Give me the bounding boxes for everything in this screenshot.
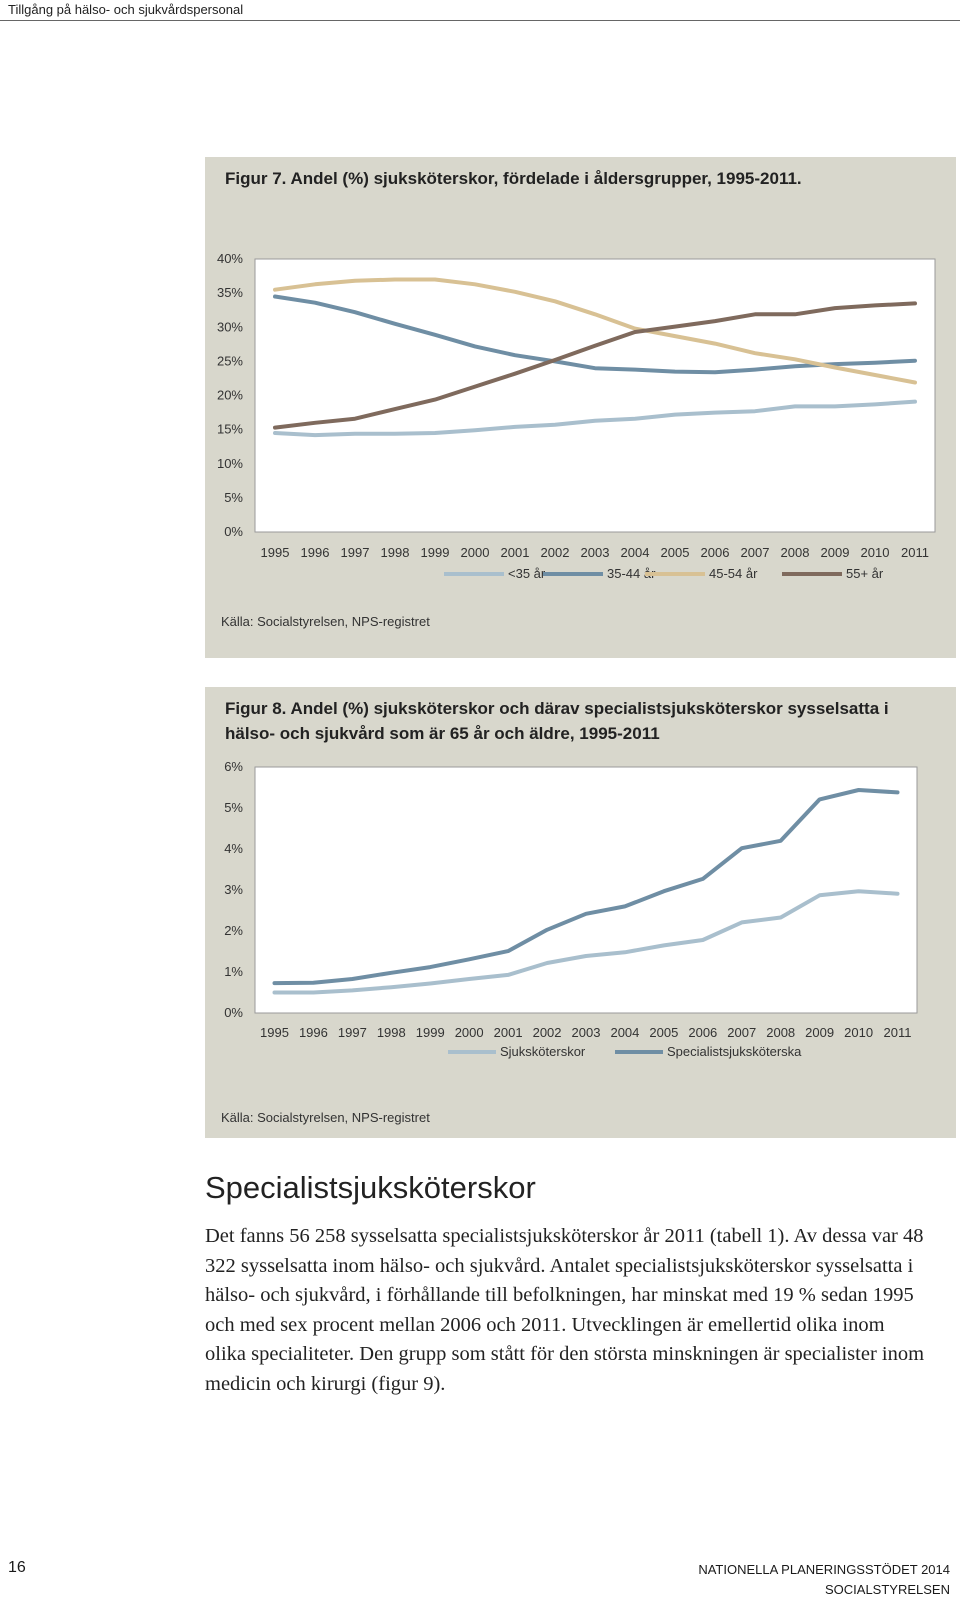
x-tick-label: 2000 xyxy=(460,545,490,560)
x-tick-label: 2000 xyxy=(454,1025,484,1040)
plot-area xyxy=(255,259,935,532)
legend-label: 35-44 år xyxy=(607,566,656,581)
header-rule xyxy=(0,20,960,21)
x-tick-label: 2006 xyxy=(688,1025,718,1040)
x-tick-label: 1998 xyxy=(380,545,410,560)
x-tick-label: 2007 xyxy=(740,545,770,560)
x-tick-label: 2001 xyxy=(500,545,530,560)
x-tick-label: 1996 xyxy=(298,1025,328,1040)
x-tick-label: 2011 xyxy=(901,545,929,560)
x-tick-label: 1997 xyxy=(340,545,370,560)
x-tick-label: 2004 xyxy=(610,1025,640,1040)
footer-publication-info xyxy=(698,1560,950,1600)
x-tick-label: 2001 xyxy=(493,1025,523,1040)
running-header: Tillgång på hälso- och sjukvårdspersonal xyxy=(8,2,244,17)
y-tick-label: 35% xyxy=(216,285,243,301)
x-tick-label: 2010 xyxy=(844,1025,874,1040)
x-tick-label: 1998 xyxy=(376,1025,406,1040)
x-tick-label: 1995 xyxy=(260,545,290,560)
page-number: 16 xyxy=(8,1559,26,1576)
x-tick-label: 2011 xyxy=(883,1025,912,1040)
figure-8-panel xyxy=(205,687,956,1138)
legend-label: <35 år xyxy=(508,566,546,581)
legend-label: 45-54 år xyxy=(709,566,758,581)
x-tick-label: 1995 xyxy=(260,1025,289,1040)
legend-label: Specialistsjuksköterska xyxy=(667,1044,802,1059)
y-tick-label: 30% xyxy=(216,319,243,335)
y-tick-label: 3% xyxy=(224,882,243,897)
y-tick-label: 5% xyxy=(224,800,243,815)
x-tick-label: 2007 xyxy=(727,1025,757,1040)
x-tick-label: 2010 xyxy=(860,545,890,560)
y-tick-label: 0% xyxy=(224,524,243,539)
x-tick-label: 2002 xyxy=(540,545,570,560)
y-tick-label: 6% xyxy=(224,759,243,774)
figure-8-source: Källa: Socialstyrelsen, NPS-registret xyxy=(221,1110,430,1125)
figure-8-title: Figur 8. Andel (%) sjuksköterskor och därav specialistsjuksköterskor sysselsatta i hälso- och sjukvård som är 65 år och äldre, 1995-2011 xyxy=(225,699,889,743)
x-tick-label: 2004 xyxy=(620,545,650,560)
x-tick-label: 2005 xyxy=(649,1025,679,1040)
legend-label: Sjuksköterskor xyxy=(500,1044,586,1059)
figure-7-panel xyxy=(205,157,956,658)
y-tick-label: 1% xyxy=(224,964,243,979)
y-tick-label: 2% xyxy=(224,923,243,938)
figure-7-line-chart xyxy=(205,157,956,607)
footer-publisher: SOCIALSTYRELSEN xyxy=(825,1582,950,1597)
x-tick-label: 1997 xyxy=(337,1025,367,1040)
y-tick-label: 25% xyxy=(216,353,243,369)
x-tick-label: 2002 xyxy=(532,1025,562,1040)
footer-publication: NATIONELLA PLANERINGSSTÖDET 2014 xyxy=(698,1562,950,1577)
y-tick-label: 0% xyxy=(224,1005,243,1020)
x-tick-label: 2006 xyxy=(700,545,730,560)
x-tick-label: 2005 xyxy=(660,545,690,560)
y-tick-label: 10% xyxy=(216,455,243,471)
x-tick-label: 2009 xyxy=(805,1025,835,1040)
x-tick-label: 2008 xyxy=(780,545,810,560)
x-tick-label: 2003 xyxy=(571,1025,601,1040)
x-tick-label: 1996 xyxy=(300,545,330,560)
x-tick-label: 2008 xyxy=(766,1025,796,1040)
legend-label: 55+ år xyxy=(846,566,884,581)
y-tick-label: 5% xyxy=(224,489,243,505)
figure-7-title: Figur 7. Andel (%) sjuksköterskor, fördelade i åldersgrupper, 1995-2011. xyxy=(225,169,802,188)
x-tick-label: 1999 xyxy=(415,1025,445,1040)
body-paragraph: Det fanns 56 258 sysselsatta specialistsjuksköterskor år 2011 (tabell 1). Av dessa var 48 322 sysselsatta inom hälso- och sjukvård. Antalet specialistsjuksköterskor sysselsatta i hälso- och sjukvård, i förhållande till befolkningen, har minskat med 19 % sedan 1995 och med sex procent mellan 2006 och 2011. Utvecklingen är emellertid olika inom olika specialiteter. Den grupp som stått för den största minskningen är specialister inom medicin och kirurgi (figur 9). xyxy=(205,1225,925,1395)
x-tick-label: 2009 xyxy=(820,545,850,560)
figure-7-source: Källa: Socialstyrelsen, NPS-registret xyxy=(221,614,430,629)
figure-8-line-chart xyxy=(205,687,956,1107)
y-tick-label: 20% xyxy=(216,387,243,403)
y-tick-label: 40% xyxy=(216,251,243,266)
x-tick-label: 1999 xyxy=(420,545,450,560)
section-heading: Specialistsjuksköterskor xyxy=(205,1170,536,1205)
y-tick-label: 4% xyxy=(224,841,243,856)
x-tick-label: 2003 xyxy=(580,545,610,560)
y-tick-label: 15% xyxy=(216,421,243,437)
